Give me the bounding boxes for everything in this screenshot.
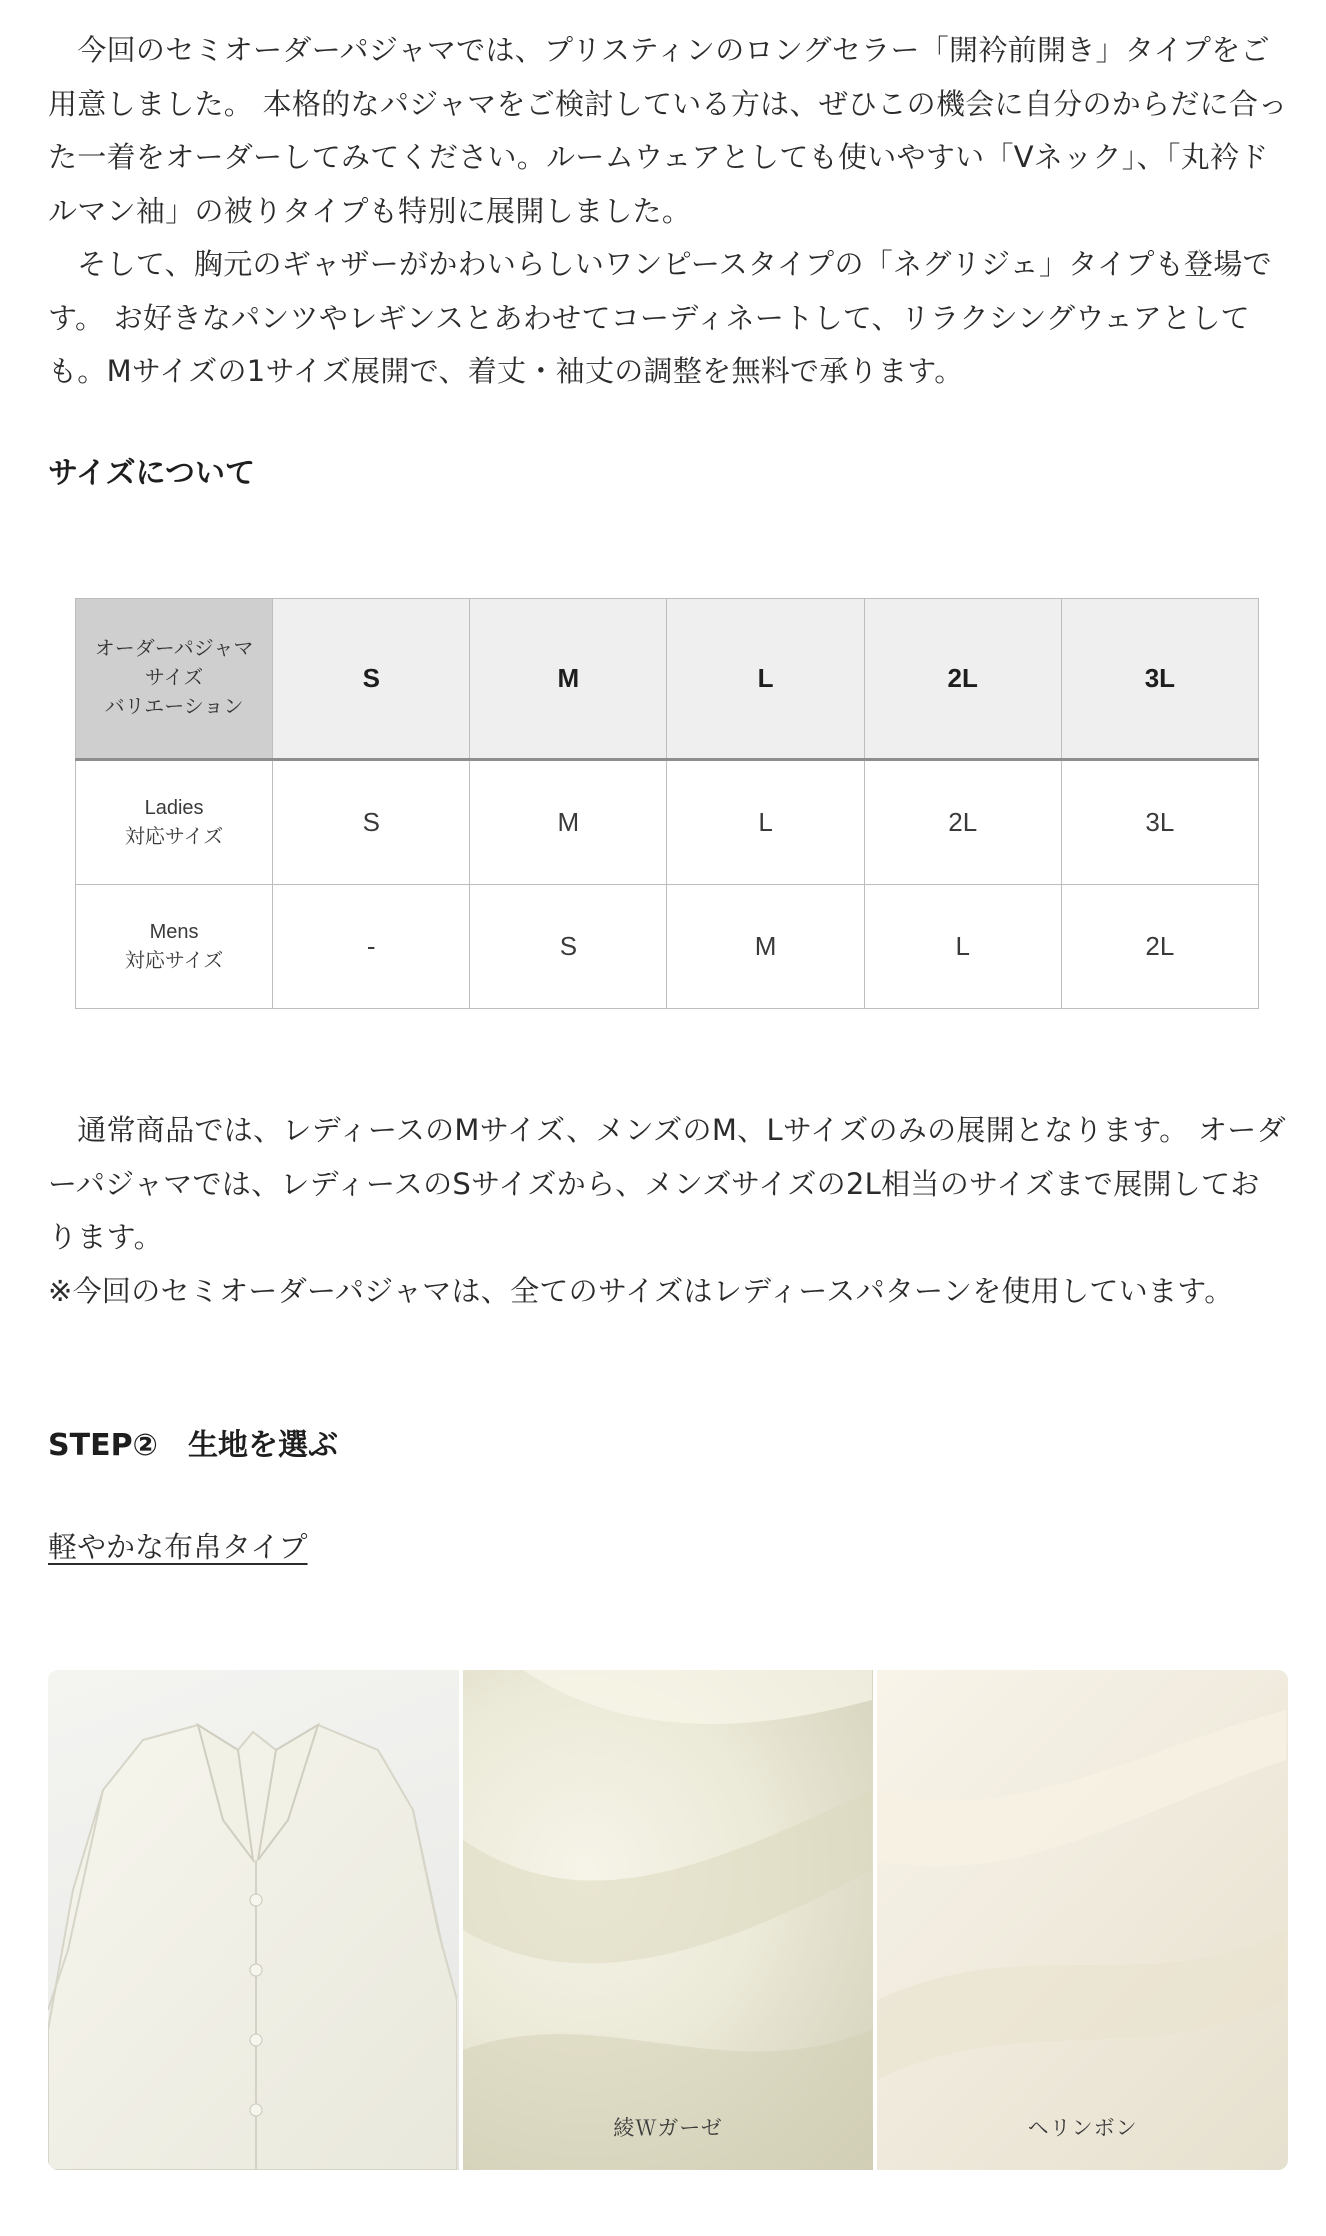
fabric-type-link[interactable]: 軽やかな布帛タイプ bbox=[48, 1530, 308, 1564]
table-cell: 2L bbox=[864, 760, 1061, 885]
corner-line-1: オーダーパジャマ bbox=[94, 638, 254, 660]
step-2-heading: STEP② 生地を選ぶ bbox=[48, 1428, 338, 1463]
row-label-line-1: Mens bbox=[149, 920, 199, 943]
intro-paragraph-2: そして、胸元のギャザーがかわいらしいワンピースタイプの「ネグリジェ」タイプも登場です。 お好きなパンツやレギンスとあわせてコーディネートして、リラクシングウェアとしても。Mサイズの1サイズ展開で、着丈・袖丈の調整を無料で承ります。 bbox=[48, 247, 1272, 388]
size-section-heading: サイズについて bbox=[48, 456, 255, 491]
table-cell: S bbox=[273, 760, 470, 885]
table-cell: 2L bbox=[1061, 885, 1258, 1009]
corner-line-2: サイズ bbox=[144, 667, 204, 689]
table-cell: L bbox=[667, 760, 864, 885]
table-cell: S bbox=[470, 885, 667, 1009]
row-label-line-2: 対応サイズ bbox=[124, 949, 224, 972]
size-column-header: 2L bbox=[864, 599, 1061, 760]
fabric-photo-herringbone[interactable] bbox=[877, 1670, 1288, 2170]
size-column-header: L bbox=[667, 599, 864, 760]
size-table-header-row bbox=[76, 599, 1259, 760]
fabric-caption: 綾Ｗガーゼ bbox=[613, 2117, 723, 2140]
size-table-corner-cell bbox=[76, 599, 273, 760]
fabric-photo-aya-w-gauze[interactable] bbox=[463, 1670, 874, 2170]
table-cell: L bbox=[864, 885, 1061, 1009]
table-cell: M bbox=[470, 760, 667, 885]
intro-paragraph-1: 今回のセミオーダーパジャマでは、プリスティンのロングセラー「開衿前開き」タイプをご用意しました。 本格的なパジャマをご検討している方は、ぜひこの機会に自分のからだに合った一着をオーダーしてみてください。ルームウェアとしても使いやすい「Vネック」、「丸衿ドルマン袖」の被りタイプも特別に展開しました。 bbox=[48, 33, 1288, 228]
size-column-header: S bbox=[273, 599, 470, 760]
size-column-header: 3L bbox=[1061, 599, 1258, 760]
table-row-mens bbox=[76, 885, 1259, 1009]
intro-section bbox=[48, 24, 1288, 399]
gauze-texture bbox=[463, 1670, 872, 2170]
fabric-caption: ヘリンボン bbox=[1027, 2117, 1138, 2140]
size-note-disclaimer: ※今回のセミオーダーパジャマは、全てのサイズはレディースパターンを使用しています。 bbox=[48, 1273, 1234, 1308]
size-column-header: M bbox=[470, 599, 667, 760]
row-label-mens bbox=[76, 885, 273, 1009]
row-label-line-2: 対応サイズ bbox=[124, 825, 224, 848]
corner-line-3: バリエーション bbox=[104, 696, 244, 718]
shirt-illustration bbox=[48, 1670, 457, 2170]
table-cell: - bbox=[273, 885, 470, 1009]
table-cell: 3L bbox=[1061, 760, 1258, 885]
size-note-paragraph: 通常商品では、レディースのMサイズ、メンズのM、Lサイズのみの展開となります。 オーダーパジャマでは、レディースのSサイズから、メンズサイズの2L相当のサイズまで展開しております。 bbox=[48, 1113, 1286, 1254]
row-label-ladies bbox=[76, 760, 273, 885]
table-row-ladies bbox=[76, 760, 1259, 885]
size-table bbox=[75, 598, 1259, 1009]
fabric-image-strip bbox=[48, 1670, 1288, 2170]
row-label-line-1: Ladies bbox=[144, 796, 204, 819]
table-cell: M bbox=[667, 885, 864, 1009]
size-notes bbox=[48, 1104, 1288, 1318]
herringbone-texture bbox=[877, 1670, 1286, 2170]
shirt-photo[interactable] bbox=[48, 1670, 459, 2170]
